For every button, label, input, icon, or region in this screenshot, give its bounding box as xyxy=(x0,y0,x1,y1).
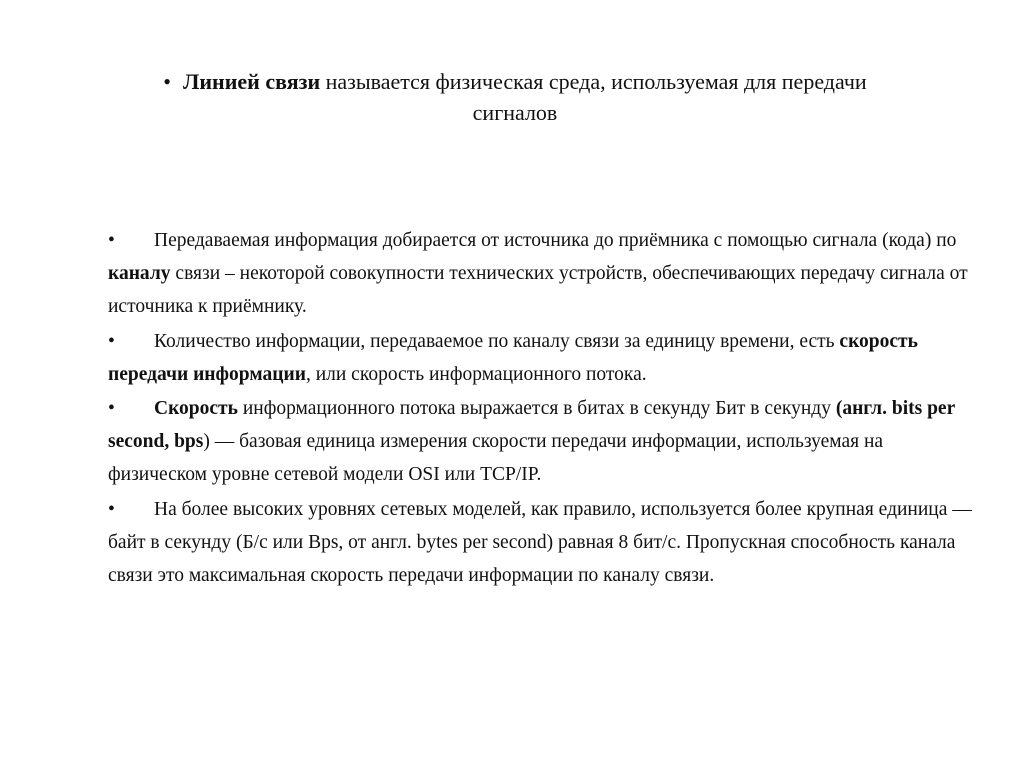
item-bold: Скорость xyxy=(154,398,238,419)
bullet: • xyxy=(108,230,115,251)
item-text: , или скорость информационного потока. xyxy=(305,363,647,385)
title-bullet: • xyxy=(163,69,171,94)
bullet: • xyxy=(108,398,115,419)
item-text: На более высоких уровнях сетевых моделей, как правило, используется более крупная единица — байт в секунду (Б/с или Bps, от англ. bytes per second) равная 8 бит/с. Пропускная способность канала связи это максимальная скорость передачи информации по каналу связи. xyxy=(108,498,972,586)
list-item xyxy=(108,325,973,391)
list-item xyxy=(108,493,973,592)
item-text: Количество информации, передаваемое по каналу связи за единицу времени, есть xyxy=(154,330,840,352)
item-text: связи – некоторой совокупности технических устройств, обеспечивающих передачу сигнала от источника к приёмнику. xyxy=(108,263,968,317)
item-text: Передаваемая информация добирается от источника до приёмника с помощью сигнала (кода) по xyxy=(154,230,957,251)
slide-title xyxy=(100,66,930,128)
item-bold: каналу xyxy=(108,263,171,284)
item-bold: (англ. bits per second, bps xyxy=(108,398,955,452)
list-item xyxy=(108,392,973,491)
list-item xyxy=(108,224,973,323)
bullet: • xyxy=(108,498,115,520)
bullet: • xyxy=(108,330,115,352)
title-text: называется физическая среда, используемая для передачи xyxy=(320,69,867,94)
item-bold: скорость передачи информации xyxy=(108,330,918,385)
item-text: информационного потока выражается в битах в секунду Бит в секунду xyxy=(237,398,836,419)
title-text-line2: сигналов xyxy=(472,100,558,125)
bullet-list xyxy=(108,224,973,593)
item-text: ) — базовая единица измерения скорости передачи информации, используемая на физическом уровне сетевой модели OSI или TCP/IP. xyxy=(108,431,884,485)
title-bold-term: Линией связи xyxy=(182,69,321,94)
